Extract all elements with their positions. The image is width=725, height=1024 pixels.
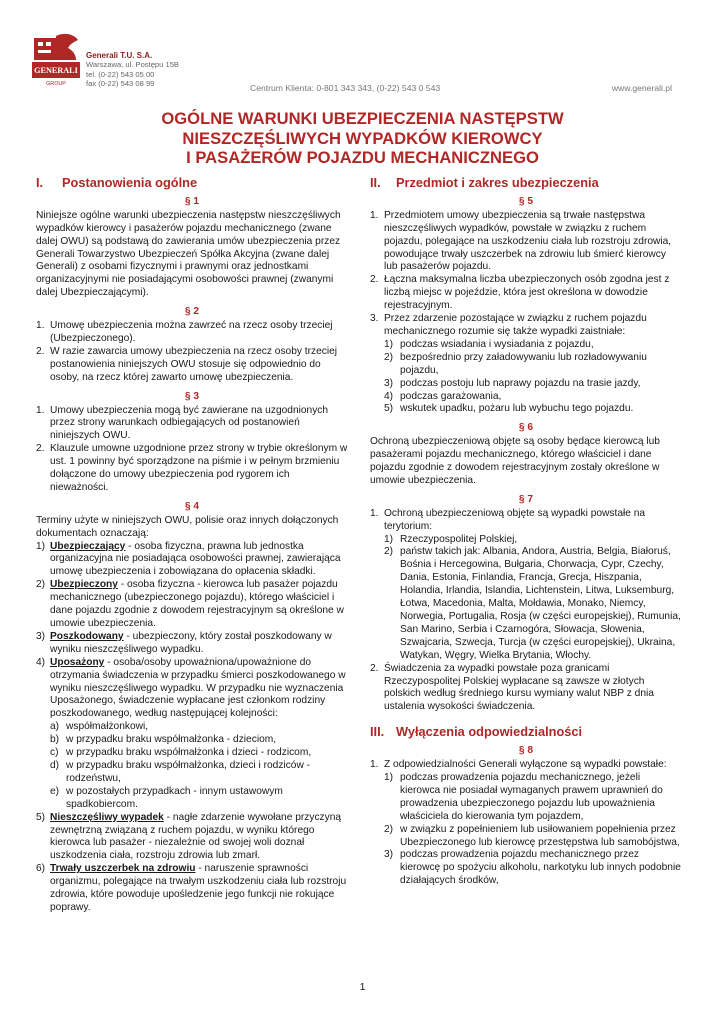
logo-text: GENERALI bbox=[34, 66, 78, 75]
list-item: 1) Rzeczypospolitej Polskiej, bbox=[384, 533, 518, 545]
left-column bbox=[36, 177, 348, 915]
page-number: 1 bbox=[359, 981, 366, 993]
beneficiary-order-list bbox=[36, 721, 348, 811]
title-line-3: I PASAŻERÓW POJAZDU MECHANICZNEGO bbox=[186, 148, 539, 167]
company-fax: fax (0-22) 543 08 99 bbox=[86, 79, 155, 89]
list-item: 2. Łączna maksymalna liczba ubezpieczonych osób zgodna jest z liczbą miejsc w pojeździe, która jest określona w dowodzie rejestracyjnym. bbox=[370, 274, 670, 312]
list-item: a) współmałżonkowi, bbox=[50, 721, 149, 733]
list-item: 3. Przez zdarzenie pozostające w związku z ruchem pojazdu mechanicznego rozumie się także wypadki zaistniałe: bbox=[370, 313, 647, 337]
list-item: c) w przypadku braku współmałżonka i dzieci - rodzicom, bbox=[50, 747, 312, 759]
section-heading-3: III. Wyłączenia odpowiedzialności bbox=[370, 724, 583, 740]
definition-item: 5) Nieszczęśliwy wypadek - nagłe zdarzenie wywołane przyczyną zewnętrzną związaną z ruchem pojazdu, w wyniku którego kierowca lub pasażer - niezależnie od swojej woli doznał uszkodzenia ciała, rozstroju zdrowia lub zmarł. bbox=[36, 811, 342, 862]
definition-item: 4) Uposażony - osoba/osoby upoważniona/upoważnione do otrzymania świadczenia w przypadku śmierci poszkodowanego w wyniku nieszczęśliwego wypadku. W przypadku nie wyznaczenia Uposażonego, świadczenie wypłacane jest członkom rodziny poszkodowanego, według następującej kolejności: bbox=[36, 656, 346, 720]
company-name: Generali T.U. S.A. bbox=[86, 51, 153, 60]
definition-item: 2) Ubezpieczony - osoba fizyczna - kierowca lub pasażer pojazdu mechanicznego (ubezpieczonego pojazdu), którego właściciel i dane pojazdu zgodnie z dowodem rejestracyjnym są określone w umowie ubezpieczenia. bbox=[36, 579, 344, 629]
numbered-list bbox=[370, 663, 682, 715]
numbered-list bbox=[36, 405, 348, 495]
list-item: d) w przypadku braku współmałżonka, dzieci i rodziców - rodzeństwu, bbox=[50, 759, 311, 784]
customer-center: Centrum Klienta: 0-801 343 343, (0-22) 543 0 543 bbox=[250, 83, 441, 93]
numbered-list bbox=[36, 320, 348, 385]
title-line-2: NIESZCZĘŚLIWYCH WYPADKÓW KIEROWCY bbox=[182, 128, 543, 148]
list-item: 1. Przedmiotem umowy ubezpieczenia są trwałe następstwa nieszczęśliwych wypadków, powstałe w związku z ruchem pojazdu, polegające na uszkodzeniu ciała lub rozstroju zdrowia, powodujące trwały uszczerbek na zdrowiu lub śmierć kierowcy lub pasażerów pojazdu. bbox=[370, 209, 672, 273]
list-item: 4) podczas garażowania, bbox=[384, 390, 502, 402]
numbered-list bbox=[370, 508, 682, 534]
territory-list bbox=[370, 534, 682, 663]
generali-lion-logo bbox=[30, 30, 82, 92]
paragraph-text: Niniejsze ogólne warunki ubezpieczenia następstw nieszczęśliwych wypadków kierowcy i pasażerów pojazdu mechanicznego (zwane dalej OWU) są podstawą do zawierania umów ubezpieczenia przez Generali Towarzystwo Ubezpieczeń Spółka Akcyjna (zwane dalej Generali) z osobami fizycznymi i prawnymi oraz jednostkami organizacyjnymi nie posiadającymi osobowości prawnej (zwanymi dalej Ubezpieczającymi). bbox=[36, 209, 341, 299]
definition-item: 6) Trwały uszczerbek na zdrowiu - naruszenie sprawności organizmu, polegające na trwałym uszkodzeniu ciała lub rozstroju zdrowia, które powoduje upośledzenie jego funkcji nie rokujące poprawy. bbox=[36, 863, 347, 913]
exclusions-list bbox=[370, 772, 682, 888]
paragraph-heading: § 2 bbox=[184, 306, 200, 318]
list-item: 1) podczas prowadzenia pojazdu mechanicznego, jeżeli kierowca nie posiadał wymaganych prawem uprawnień do prowadzenia ubezpieczonego pojazdu lub upoważnienia właściciela do kierowania tym pojazdem, bbox=[384, 771, 663, 822]
document-title bbox=[0, 109, 725, 168]
list-item: 1. Umowę ubezpieczenia można zawrzeć na rzecz osoby trzeciej (Ubezpieczonego). bbox=[36, 320, 333, 344]
company-info bbox=[86, 51, 179, 89]
section-heading-2: II. Przedmiot i zakres ubezpieczenia bbox=[370, 175, 599, 190]
numbered-list bbox=[370, 210, 682, 339]
paragraph-heading: § 5 bbox=[518, 195, 534, 207]
page-header bbox=[0, 0, 725, 100]
company-tel: tel. (0-22) 543 05 00 bbox=[86, 69, 155, 79]
list-item: 1. Umowy ubezpieczenia mogą być zawierane na uzgodnionych przez strony warunkach odbiegających od postanowień niniejszych OWU. bbox=[36, 404, 329, 442]
list-item: 2. W razie zawarcia umowy ubezpieczenia na rzecz osoby trzeciej postanowienia niniejszych OWU stosuje się odpowiednio do osoby, na rzecz której zawarto umowę ubezpieczenia. bbox=[36, 345, 338, 383]
list-item: 1) podczas wsiadania i wysiadania z pojazdu, bbox=[384, 338, 594, 350]
definitions-list bbox=[36, 812, 348, 915]
paragraph-heading: § 8 bbox=[518, 745, 534, 757]
list-item: 3) podczas prowadzenia pojazdu mechanicznego przez kierowcę po spożyciu alkoholu, narkotyku lub innych podobnie działających środków, bbox=[384, 849, 681, 887]
list-item: 2. Klauzule umowne uzgodnione przez strony w trybie określonym w ust. 1 powinny być sporządzone na piśmie i w pełnym brzmieniu dołączone do umowy ubezpieczenia pod rygorem ich nieważności. bbox=[36, 443, 348, 493]
sub-list bbox=[370, 339, 682, 416]
list-item: 3) podczas postoju lub naprawy pojazdu na trasie jazdy, bbox=[384, 377, 641, 389]
list-item: 1. Z odpowiedzialności Generali wyłączone są wypadki powstałe: bbox=[370, 759, 667, 771]
section-heading-1: I. Postanowienia ogólne bbox=[36, 175, 198, 190]
paragraph-text: Ochroną ubezpieczeniową objęte są osoby będące kierowcą lub pasażerami pojazdu mechanicznego, którego właściciel i dane pojazdu zgodnie z dowodem rejestracyjnym zostały określone w umowie ubezpieczenia. bbox=[370, 436, 660, 486]
list-item: b) w przypadku braku współmałżonka - dzieciom, bbox=[50, 734, 277, 746]
title-line-1: OGÓLNE WARUNKI UBEZPIECZENIA NASTĘPSTW bbox=[161, 109, 564, 128]
list-item: 2) w związku z popełnieniem lub usiłowaniem popełnienia przez Ubezpieczonego lub kierowcę przestępstwa lub samobójstwa, bbox=[384, 823, 680, 848]
paragraph-heading: § 3 bbox=[184, 390, 200, 402]
right-column bbox=[370, 177, 682, 888]
definition-item: 3) Poszkodowany - ubezpieczony, który został poszkodowany w wyniku nieszczęśliwego wypadku. bbox=[36, 630, 332, 655]
company-address: Warszawa, ul. Postępu 15B bbox=[86, 60, 179, 70]
numbered-list bbox=[370, 759, 682, 772]
logo-subtext: GROUP bbox=[46, 81, 66, 87]
paragraph-text: Terminy użyte w niniejszych OWU, polisie oraz innych dołączonych dokumentach oznaczają: bbox=[36, 514, 339, 539]
list-item: 2) bezpośrednio przy załadowywaniu lub rozładowywaniu pojazdu, bbox=[384, 351, 647, 376]
definitions-list bbox=[36, 541, 348, 722]
list-item: e) w pozostałych przypadkach - innym ustawowym spadkobiercom. bbox=[50, 785, 283, 810]
definition-item: 1) Ubezpieczający - osoba fizyczna, prawna lub jednostka organizacyjna nie posiadająca osobowości prawnej, zawierająca umowę ubezpieczenia i zobowiązana do opłacenia składki. bbox=[36, 540, 341, 578]
list-item: 2) państw takich jak: Albania, Andora, Austria, Belgia, Białoruś, Bośnia i Hercegowina, Bułgaria, Chorwacja, Cypr, Czechy, Dania, Estonia, Finlandia, Francja, Grecja, Hiszpania, Holandia, Irlandia, Islandia, Lichtenstein, Litwa, Luksemburg, Łotwa, Macedonia, Malta, Mołdawia, Monako, Niemcy, Norwegia, Portugalia, Rosja (w części europejskiej), Rumunia, San Marino, Serbia i Czarnogóra, Słowacja, Słowenia, Szwajcaria, Szwecja, Turcja (w części europejskiej), Ukraina, Watykan, Węgry, Wielka Brytania, Włochy. bbox=[384, 546, 681, 661]
website-link[interactable]: www.generali.pl bbox=[611, 83, 672, 93]
paragraph-heading: § 1 bbox=[184, 195, 200, 207]
list-item: 2. Świadczenia za wypadki powstałe poza granicami Rzeczypospolitej Polskiej wypłacane są zawsze w złotych polskich według średniego kursu wymiany walut NBP z dnia ustalenia wysokości świadczenia. bbox=[370, 662, 654, 713]
paragraph-heading: § 7 bbox=[518, 493, 534, 505]
list-item: 1. Ochroną ubezpieczeniową objęte są wypadki powstałe na terytorium: bbox=[370, 507, 646, 532]
paragraph-heading: § 4 bbox=[184, 500, 200, 512]
list-item: 5) wskutek upadku, pożaru lub wybuchu tego pojazdu. bbox=[384, 403, 634, 415]
paragraph-heading: § 6 bbox=[518, 422, 534, 434]
